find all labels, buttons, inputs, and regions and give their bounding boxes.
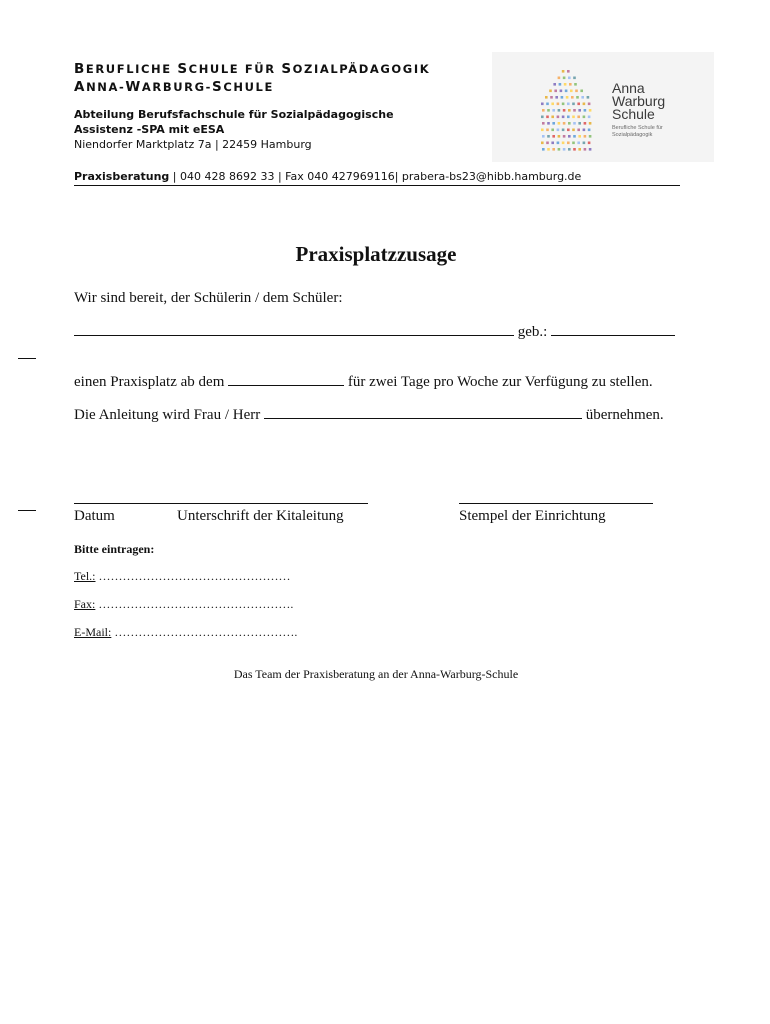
address: Niendorfer Marktplatz 7a | 22459 Hamburg xyxy=(74,138,312,151)
logo-dot xyxy=(552,135,555,138)
fax-dots: …………………………………………. xyxy=(98,597,294,611)
logo-dot xyxy=(542,109,545,112)
supervisor-field[interactable] xyxy=(264,406,582,419)
bitte-eintragen-heading: Bitte eintragen: xyxy=(74,542,155,556)
intro-text: Wir sind bereit, der Schülerin / dem Schüler: xyxy=(74,290,343,306)
school-name-line1: BERUFLICHE SCHULE FÜR SOZIALPÄDAGOGIK xyxy=(74,61,431,77)
logo-dot xyxy=(568,148,571,151)
sig-stempel-label: Stempel der Einrichtung xyxy=(459,508,606,524)
logo-dot xyxy=(546,103,549,106)
logo-dot xyxy=(565,90,568,93)
email-entry[interactable] xyxy=(74,625,297,639)
logo-dot xyxy=(567,142,570,145)
logo-dot xyxy=(589,122,592,125)
logo-dot xyxy=(577,116,580,119)
logo-dot xyxy=(581,96,584,99)
logo-dot xyxy=(572,142,575,145)
logo-dot xyxy=(578,135,581,138)
logo-name-line2: Warburg xyxy=(612,93,666,109)
fax-label: Fax: xyxy=(74,597,96,611)
logo-dot xyxy=(547,135,550,138)
logo-dot xyxy=(542,135,545,138)
logo-dot xyxy=(557,142,560,145)
logo-dot xyxy=(583,116,586,119)
fold-mark-top xyxy=(18,358,36,359)
logo-sub-line1: Berufliche Schule für xyxy=(612,125,663,131)
logo-dot xyxy=(584,109,587,112)
logo-dot xyxy=(546,116,549,119)
fold-mark-middle xyxy=(18,510,36,511)
birthdate-field[interactable] xyxy=(551,323,675,336)
logo-dot xyxy=(572,116,575,119)
logo-dot xyxy=(546,142,549,145)
logo-dot xyxy=(567,103,570,106)
logo-dot xyxy=(567,129,570,132)
logo-dot xyxy=(588,103,591,106)
logo-dot xyxy=(552,122,555,125)
logo-dot xyxy=(563,135,566,138)
email-dots: ………………………………………. xyxy=(114,625,298,639)
logo-dot xyxy=(551,103,554,106)
sentence-supervisor xyxy=(74,406,664,424)
logo-dot xyxy=(584,148,587,151)
logo-dot xyxy=(577,129,580,132)
footer-text: Das Team der Praxisberatung an der Anna-Warburg-Schule xyxy=(233,667,519,681)
contact-line xyxy=(74,170,680,186)
signature-line-kita[interactable] xyxy=(74,503,368,504)
logo-dot xyxy=(547,109,550,112)
logo-dot xyxy=(587,96,590,99)
logo-dot xyxy=(562,70,565,73)
logo-dot xyxy=(555,96,558,99)
logo-dot xyxy=(578,109,581,112)
logo-dot xyxy=(542,122,545,125)
start-date-field[interactable] xyxy=(228,373,344,386)
logo-dot xyxy=(568,135,571,138)
logo-dot xyxy=(578,148,581,151)
logo-dot xyxy=(576,96,579,99)
logo-dot xyxy=(588,129,591,132)
logo-dot xyxy=(569,83,572,86)
logo-dot xyxy=(567,70,570,73)
logo-dot xyxy=(564,83,567,86)
logo-dot xyxy=(546,129,549,132)
geb-label: geb.: xyxy=(517,324,548,340)
student-line xyxy=(74,323,680,341)
logo-dot xyxy=(551,142,554,145)
logo-dot xyxy=(547,122,550,125)
sentence1-part-a: einen Praxisplatz ab dem xyxy=(74,374,225,390)
tel-dots: ………………………………………… xyxy=(98,569,291,583)
fax-entry[interactable] xyxy=(74,597,293,611)
logo-dot xyxy=(577,103,580,106)
sentence2-part-b: übernehmen. xyxy=(585,407,664,423)
logo-dot xyxy=(563,77,566,80)
logo-dot xyxy=(567,116,570,119)
logo-dot xyxy=(554,90,557,93)
logo-dot xyxy=(558,148,561,151)
logo-dot xyxy=(562,116,565,119)
department-line2: Assistenz -SPA mit eESA xyxy=(74,123,225,136)
logo-dot xyxy=(568,122,571,125)
logo-dot xyxy=(575,90,578,93)
tel-entry[interactable] xyxy=(74,569,291,583)
logo-dot xyxy=(589,148,592,151)
logo-dot xyxy=(547,148,550,151)
logo-dot xyxy=(558,135,561,138)
logo-dot xyxy=(561,96,564,99)
logo-dot xyxy=(574,83,577,86)
sentence-start-date xyxy=(74,373,653,391)
logo-dot xyxy=(551,129,554,132)
logo-dot xyxy=(584,122,587,125)
logo-dot xyxy=(545,96,548,99)
school-name-line2: ANNA-WARBURG-SCHULE xyxy=(74,79,274,95)
logo-sub-line2: Sozialpädagogik xyxy=(612,132,653,138)
logo-dot xyxy=(562,142,565,145)
logo-dot xyxy=(558,122,561,125)
logo-dot xyxy=(572,129,575,132)
contact-details: | 040 428 8692 33 | Fax 040 427969116| prabera-bs23@hibb.hamburg.de xyxy=(169,170,582,183)
logo-dot xyxy=(578,122,581,125)
logo-dot xyxy=(584,135,587,138)
logo-dot xyxy=(542,148,545,151)
logo-dot xyxy=(541,116,544,119)
logo-dot xyxy=(588,116,591,119)
sig-kita-label: Unterschrift der Kitaleitung xyxy=(177,508,344,524)
logo-dot xyxy=(583,129,586,132)
logo-dot xyxy=(557,129,560,132)
logo-dot xyxy=(589,109,592,112)
logo-dot xyxy=(566,96,569,99)
logo-dot xyxy=(541,103,544,106)
logo-dot xyxy=(563,148,566,151)
logo-dot xyxy=(568,77,571,80)
logo-dot xyxy=(589,135,592,138)
logo-dot xyxy=(563,122,566,125)
logo-dot xyxy=(562,103,565,106)
logo-dot xyxy=(541,142,544,145)
logo-dot xyxy=(573,135,576,138)
logo-dot xyxy=(568,109,571,112)
student-name-field[interactable] xyxy=(74,323,514,336)
logo-dot xyxy=(549,90,552,93)
logo-dot xyxy=(552,109,555,112)
tel-label: Tel.: xyxy=(74,569,96,583)
logo-dot xyxy=(557,103,560,106)
logo-dot xyxy=(553,83,556,86)
logo-dot xyxy=(541,129,544,132)
document-title: Praxisplatzzusage xyxy=(295,242,457,266)
sentence2-part-a: Die Anleitung wird Frau / Herr xyxy=(74,407,261,423)
logo-dot-pattern xyxy=(526,64,606,154)
logo-dot xyxy=(573,122,576,125)
contact-label: Praxisberatung xyxy=(74,170,170,183)
logo-dot xyxy=(557,116,560,119)
email-label: E-Mail: xyxy=(74,625,112,639)
logo-dot xyxy=(550,96,553,99)
logo-dot xyxy=(563,109,566,112)
logo-dot xyxy=(573,77,576,80)
sentence1-part-b: für zwei Tage pro Woche zur Verfügung zu stellen. xyxy=(347,374,653,390)
logo-dot xyxy=(588,142,591,145)
logo-dot xyxy=(572,103,575,106)
logo-dot xyxy=(573,148,576,151)
logo-dot xyxy=(558,77,561,80)
logo-dot xyxy=(580,90,583,93)
school-logo xyxy=(492,52,714,162)
department-line1: Abteilung Berufsfachschule für Sozialpädagogische xyxy=(74,108,394,121)
logo-dot xyxy=(573,109,576,112)
logo-dot xyxy=(583,103,586,106)
logo-dot xyxy=(571,96,574,99)
logo-dot xyxy=(551,116,554,119)
logo-dot xyxy=(562,129,565,132)
sig-datum-label: Datum xyxy=(74,508,115,524)
logo-dot xyxy=(583,142,586,145)
logo-name-line3: Schule xyxy=(612,106,655,122)
logo-dot xyxy=(570,90,573,93)
logo-dot xyxy=(552,148,555,151)
logo-name-line1: Anna xyxy=(612,80,645,96)
signature-line-stempel[interactable] xyxy=(459,503,653,504)
logo-dot xyxy=(558,109,561,112)
logo-dot xyxy=(560,90,563,93)
logo-dot xyxy=(577,142,580,145)
logo-dot xyxy=(559,83,562,86)
